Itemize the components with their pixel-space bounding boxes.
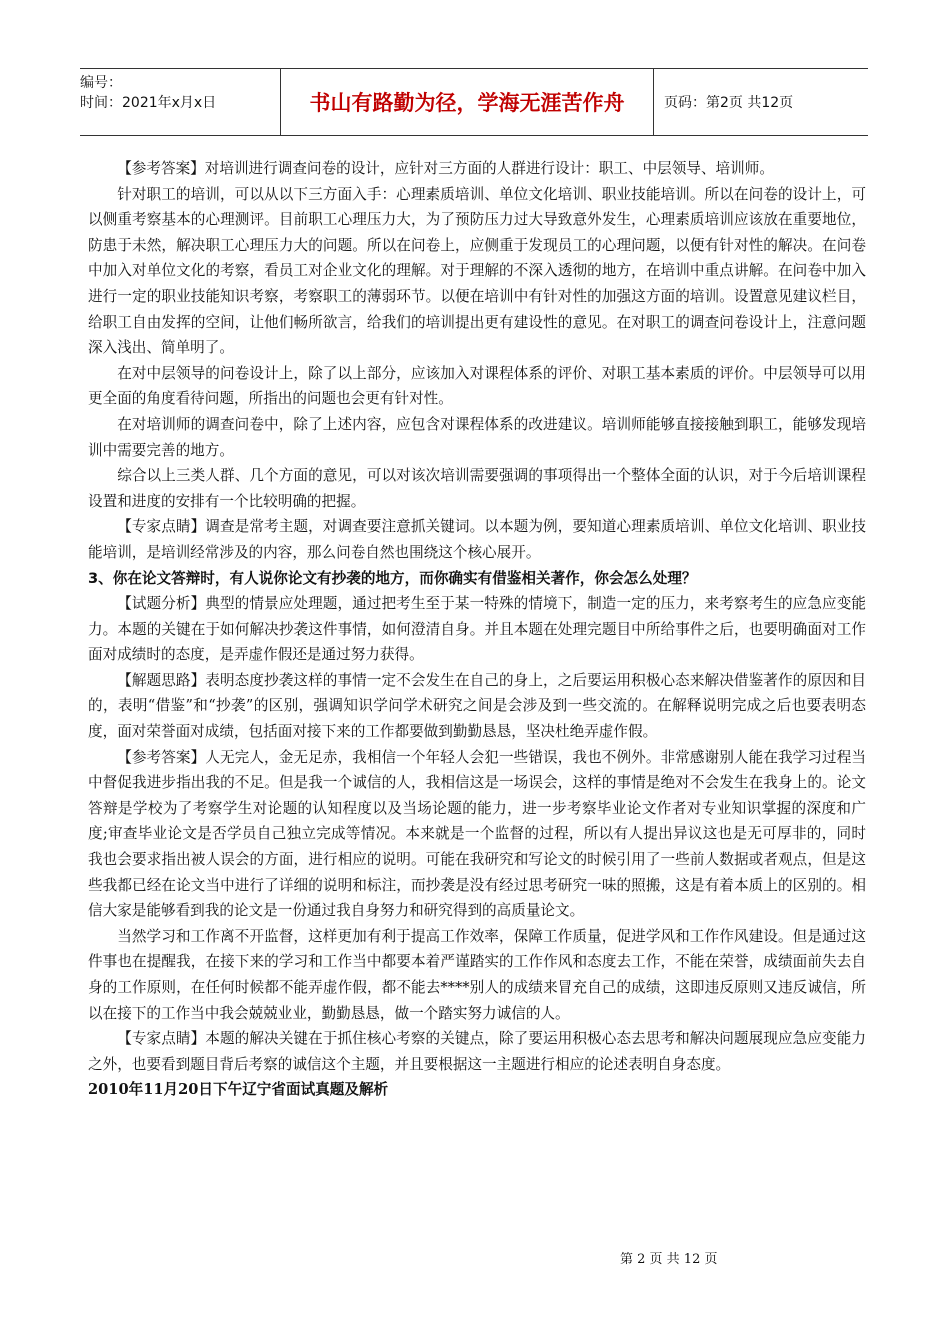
paragraph-trainers: 在对培训师的调查问卷中，除了上述内容，应包含对课程体系的改进建议。培训师能够直接接触到职工，能够发现培训中需要完善的地方。 <box>88 415 866 459</box>
header-meta <box>80 69 281 135</box>
date-label: 时间：2021年x月x日 <box>80 95 217 111</box>
paragraph-expert-comment-2: 【专家点睛】本题的解决关键在于抓住核心考察的关键点，除了要运用积极心态去思考和解决问题展现应急应变能力之外，也要看到题目背后考察的诚信这个主题，并且要根据这一主题进行相应的论述表明自身态度。 <box>88 1030 866 1073</box>
paragraph-reference-answer-1: 【参考答案】对培训进行调查问卷的设计，应针对三方面的人群进行设计：职工、中层领导、培训师。 <box>117 160 774 177</box>
paragraph-middle-managers: 在对中层领导的问卷设计上，除了以上部分，应该加入对课程体系的评价、对职工基本素质的评价。中层领导可以用更全面的角度看待问题，所指出的问题也会更有针对性。 <box>88 364 866 408</box>
page-header <box>80 68 868 136</box>
document-body <box>88 156 866 1103</box>
paragraph-staff-training: 针对职工的培训，可以从以下三方面入手：心理素质培训、单位文化培训、职业技能培训。所以在问卷的设计上，可以侧重考察基本的心理测评。目前职工心理压力大，为了预防压力过大导致意外发生，心理素质培训应该放在重要地位，防患于未然，解决职工心理压力大的问题。所以在问卷上，应侧重于发现员工的心理问题，以便有针对性的解决。在问卷中加入对单位文化的考察，看员工对企业文化的理解。对于理解的不深入透彻的地方，在培训中重点讲解。在问卷中加入进行一定的职业技能知识考察，考察职工的薄弱环节。以便在培训中有针对性的加强这方面的培训。设置意见建议栏目，给职工自由发挥的空间，让他们畅所欲言，给我们的培训提出更有建设性的意见。在对职工的调查问卷设计上，注意问题深入浅出、简单明了。 <box>88 185 866 357</box>
paragraph-supervision: 当然学习和工作离不开监督，这样更加有利于提高工作效率，保障工作质量，促进学风和工作作风建设。但是通过这件事也在提醒我，在接下来的学习和工作当中都要本着严谨踏实的工作作风和态度去工作，不能在荣誉，成绩面前失去自身的工作原则，在任何时候都不能弄虚作假，都不能去****别人的成绩来冒充自己的成绩，这即违反原则又违反诚信，所以在接下的工作当中我会兢兢业业，勤勤恳恳，做一个踏实努力诚信的人。 <box>88 927 866 1022</box>
header-motto: 书山有路勤为径，学海无涯苦作舟 <box>281 69 654 135</box>
section-heading: 2010年11月20日下午辽宁省面试真题及解析 <box>88 1081 389 1099</box>
page-footer: 第 2 页 共 12 页 <box>620 1252 718 1267</box>
paragraph-summary: 综合以上三类人群、几个方面的意见，可以对该次培训需要强调的事项得出一个整体全面的认识，对于今后培训课程设置和进度的安排有一个比较明确的把握。 <box>88 467 866 510</box>
paragraph-solution-approach: 【解题思路】表明态度抄袭这样的事情一定不会发生在自己的身上，之后要运用积极心态来解决借鉴著作的原因和目的，表明“借鉴”和“抄袭”的区别，强调知识学问学术研究之间是会涉及到一些交流的。在解释说明完成之后也要表明态度，面对荣誉面对成绩，包括面对接下来的工作都要做到勤勤恳恳，坚决杜绝弄虚作假。 <box>88 671 866 741</box>
paragraph-question-analysis: 【试题分析】典型的情景应处理题，通过把考生至于某一特殊的情境下，制造一定的压力，来考察考生的应急应变能力。本题的关键在于如何解决抄袭这件事情，如何澄清自身。并且本题在处理完题目中所给事件之后，也要明确面对工作面对成绩时的态度，是弄虚作假还是通过努力获得。 <box>88 595 866 664</box>
document-number-label: 编号： <box>80 75 122 91</box>
header-page-number: 页码：第2页 共12页 <box>664 95 794 111</box>
question-3: 3、你在论文答辩时，有人说你论文有抄袭的地方，而你确实有借鉴相关著作，你会怎么处理？ <box>88 569 697 587</box>
paragraph-reference-answer-2: 【参考答案】人无完人，金无足赤，我相信一个年轻人会犯一些错误，我也不例外。非常感谢别人能在我学习过程当中督促我进步指出我的不足。但是我一个诚信的人，我相信这是一场误会，这样的事情是绝对不会发生在我身上的。论文答辩是学校为了考察学生对论题的认知程度以及当场论题的能力，进一步考察毕业论文作者对专业知识掌握的深度和广度;审查毕业论文是否学员自己独立完成等情况。本来就是一个监督的过程，所以有人提出异议这也是无可厚非的，同时我也会要求指出被人误会的方面，进行相应的说明。可能在我研究和写论文的时候引用了一些前人数据或者观点，但是这些我都已经在论文当中进行了详细的说明和标注，而抄袭是没有经过思考研究一味的照搬，这是有着本质上的区别的。相信大家是能够看到我的论文是一份通过我自身努力和研究得到的高质量论文。 <box>88 748 866 920</box>
paragraph-expert-comment-1: 【专家点睛】调查是常考主题，对调查要注意抓关键词。以本题为例，要知道心理素质培训、单位文化培训、职业技能培训，是培训经常涉及的内容，那么问卷自然也围绕这个核心展开。 <box>88 518 866 561</box>
